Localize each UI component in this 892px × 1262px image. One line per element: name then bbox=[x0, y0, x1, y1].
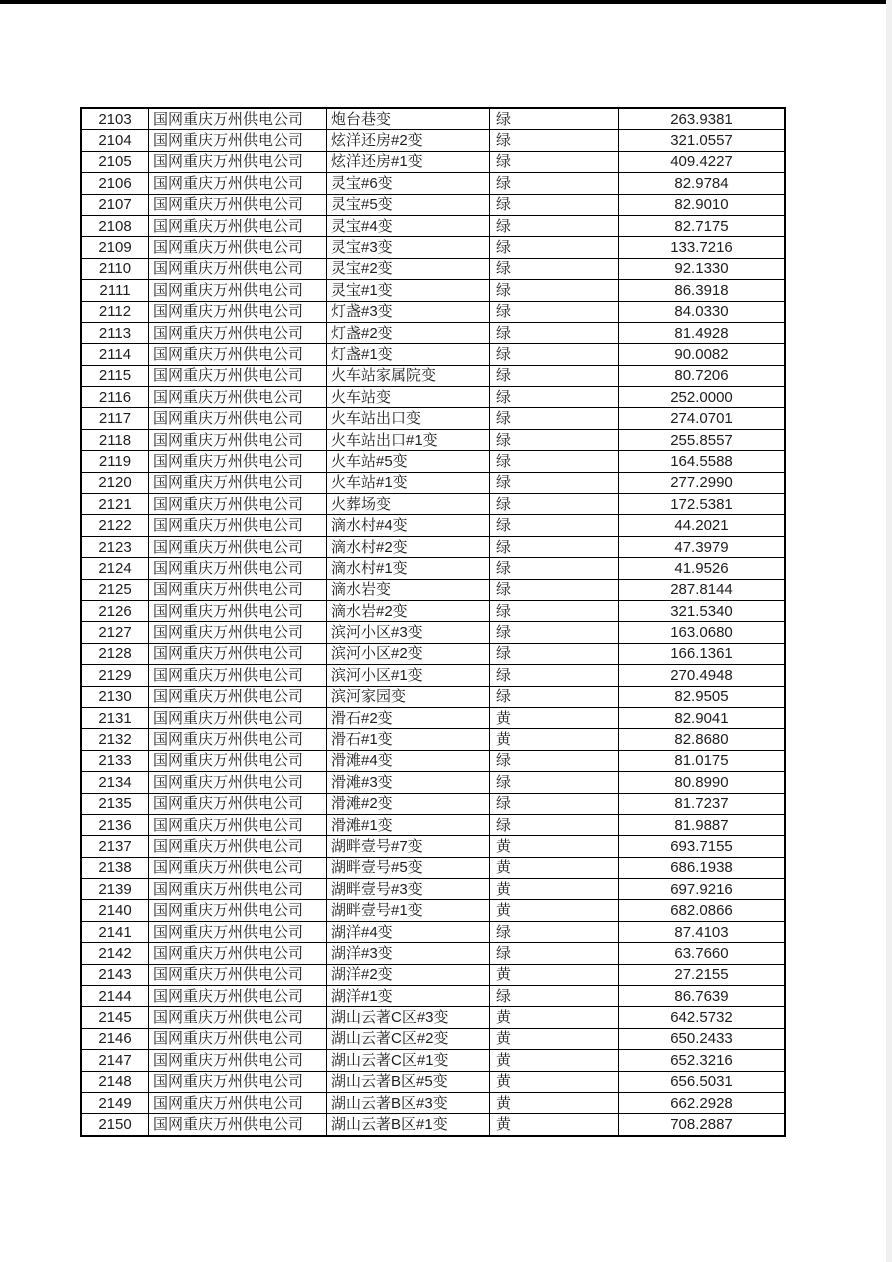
cell-row-number: 2138 bbox=[82, 858, 149, 878]
cell-substation-name: 灵宝#1变 bbox=[327, 280, 490, 300]
table-row bbox=[82, 1050, 784, 1071]
table-row bbox=[82, 344, 784, 365]
cell-row-number: 2141 bbox=[82, 922, 149, 942]
table-row bbox=[82, 216, 784, 237]
cell-substation-name: 滑石#2变 bbox=[327, 708, 490, 728]
cell-status-color: 绿 bbox=[490, 558, 619, 578]
cell-row-number: 2109 bbox=[82, 237, 149, 257]
cell-status-color: 黄 bbox=[490, 1029, 619, 1049]
cell-row-number: 2117 bbox=[82, 408, 149, 428]
cell-company-name: 国网重庆万州供电公司 bbox=[149, 986, 327, 1006]
cell-company-name: 国网重庆万州供电公司 bbox=[149, 408, 327, 428]
cell-status-color: 绿 bbox=[490, 237, 619, 257]
cell-substation-name: 滴水岩#2变 bbox=[327, 601, 490, 621]
table-row bbox=[82, 687, 784, 708]
cell-row-number: 2118 bbox=[82, 430, 149, 450]
cell-company-name: 国网重庆万州供电公司 bbox=[149, 1072, 327, 1092]
cell-value: 82.8680 bbox=[674, 731, 729, 749]
cell-row-number: 2112 bbox=[82, 302, 149, 322]
table-row bbox=[82, 879, 784, 900]
cell-row-number: 2107 bbox=[82, 195, 149, 215]
cell-company-name: 国网重庆万州供电公司 bbox=[149, 879, 327, 899]
cell-value: 87.4103 bbox=[674, 923, 729, 941]
cell-row-number: 2119 bbox=[82, 451, 149, 471]
table-row bbox=[82, 1114, 784, 1134]
cell-row-number: 2148 bbox=[82, 1072, 149, 1092]
table-row bbox=[82, 152, 784, 173]
cell-company-name: 国网重庆万州供电公司 bbox=[149, 537, 327, 557]
cell-status-color: 绿 bbox=[490, 387, 619, 407]
table-row bbox=[82, 644, 784, 665]
table-row bbox=[82, 130, 784, 151]
table-row bbox=[82, 1093, 784, 1114]
cell-substation-name: 滨河家园变 bbox=[327, 687, 490, 707]
cell-substation-name: 湖山云著C区#1变 bbox=[327, 1050, 490, 1070]
cell-company-name: 国网重庆万州供电公司 bbox=[149, 729, 327, 749]
cell-value: 255.8557 bbox=[670, 431, 733, 449]
cell-company-name: 国网重庆万州供电公司 bbox=[149, 323, 327, 343]
table-row bbox=[82, 858, 784, 879]
cell-status-color: 黄 bbox=[490, 708, 619, 728]
cell-status-color: 绿 bbox=[490, 922, 619, 942]
cell-status-color: 绿 bbox=[490, 515, 619, 535]
cell-substation-name: 湖山云著C区#3变 bbox=[327, 1007, 490, 1027]
cell-row-number: 2114 bbox=[82, 344, 149, 364]
cell-company-name: 国网重庆万州供电公司 bbox=[149, 473, 327, 493]
cell-row-number: 2121 bbox=[82, 494, 149, 514]
cell-substation-name: 灵宝#6变 bbox=[327, 173, 490, 193]
cell-row-number: 2131 bbox=[82, 708, 149, 728]
cell-status-color: 绿 bbox=[490, 173, 619, 193]
table-row bbox=[82, 665, 784, 686]
cell-row-number: 2149 bbox=[82, 1093, 149, 1113]
cell-status-color: 绿 bbox=[490, 408, 619, 428]
table-row bbox=[82, 965, 784, 986]
cell-substation-name: 灯盏#3变 bbox=[327, 302, 490, 322]
cell-status-color: 绿 bbox=[490, 451, 619, 471]
cell-status-color: 黄 bbox=[490, 729, 619, 749]
cell-value: 656.5031 bbox=[670, 1073, 733, 1091]
cell-row-number: 2150 bbox=[82, 1114, 149, 1134]
cell-value: 287.8144 bbox=[670, 581, 733, 599]
cell-status-color: 黄 bbox=[490, 1114, 619, 1134]
cell-value: 252.0000 bbox=[670, 388, 733, 406]
cell-row-number: 2105 bbox=[82, 152, 149, 172]
cell-status-color: 黄 bbox=[490, 900, 619, 920]
cell-substation-name: 滑石#1变 bbox=[327, 729, 490, 749]
substation-table bbox=[80, 107, 786, 1137]
cell-substation-name: 火车站出口#1变 bbox=[327, 430, 490, 450]
cell-value: 163.0680 bbox=[670, 624, 733, 642]
cell-status-color: 绿 bbox=[490, 259, 619, 279]
table-row bbox=[82, 601, 784, 622]
cell-substation-name: 滨河小区#1变 bbox=[327, 665, 490, 685]
cell-value: 27.2155 bbox=[674, 966, 729, 984]
cell-substation-name: 湖山云著B区#3变 bbox=[327, 1093, 490, 1113]
cell-company-name: 国网重庆万州供电公司 bbox=[149, 794, 327, 814]
cell-substation-name: 湖洋#3变 bbox=[327, 943, 490, 963]
table-row bbox=[82, 537, 784, 558]
table-row bbox=[82, 259, 784, 280]
cell-value: 82.9505 bbox=[674, 688, 729, 706]
cell-substation-name: 湖畔壹号#5变 bbox=[327, 858, 490, 878]
cell-value: 41.9526 bbox=[674, 559, 729, 577]
cell-substation-name: 灵宝#2变 bbox=[327, 259, 490, 279]
cell-status-color: 绿 bbox=[490, 344, 619, 364]
cell-value: 92.1330 bbox=[674, 260, 729, 278]
cell-status-color: 黄 bbox=[490, 965, 619, 985]
cell-status-color: 黄 bbox=[490, 858, 619, 878]
cell-company-name: 国网重庆万州供电公司 bbox=[149, 515, 327, 535]
cell-value: 86.7639 bbox=[674, 987, 729, 1005]
cell-substation-name: 湖洋#1变 bbox=[327, 986, 490, 1006]
cell-substation-name: 湖畔壹号#1变 bbox=[327, 900, 490, 920]
cell-status-color: 绿 bbox=[490, 665, 619, 685]
cell-company-name: 国网重庆万州供电公司 bbox=[149, 494, 327, 514]
cell-substation-name: 火车站出口变 bbox=[327, 408, 490, 428]
cell-value: 44.2021 bbox=[674, 517, 729, 535]
cell-row-number: 2104 bbox=[82, 130, 149, 150]
cell-status-color: 绿 bbox=[490, 794, 619, 814]
cell-status-color: 黄 bbox=[490, 879, 619, 899]
cell-value: 263.9381 bbox=[670, 110, 733, 128]
cell-value: 82.7175 bbox=[674, 217, 729, 235]
cell-substation-name: 湖山云著C区#2变 bbox=[327, 1029, 490, 1049]
cell-status-color: 绿 bbox=[490, 537, 619, 557]
cell-status-color: 绿 bbox=[490, 644, 619, 664]
cell-row-number: 2110 bbox=[82, 259, 149, 279]
cell-status-color: 绿 bbox=[490, 601, 619, 621]
table-row bbox=[82, 900, 784, 921]
table-row bbox=[82, 387, 784, 408]
cell-value: 682.0866 bbox=[670, 902, 733, 920]
cell-company-name: 国网重庆万州供电公司 bbox=[149, 1050, 327, 1070]
table-row bbox=[82, 794, 784, 815]
cell-substation-name: 湖山云著B区#5变 bbox=[327, 1072, 490, 1092]
right-edge-strip bbox=[886, 0, 892, 1262]
cell-value: 321.0557 bbox=[670, 132, 733, 150]
cell-status-color: 绿 bbox=[490, 302, 619, 322]
table-row bbox=[82, 515, 784, 536]
table-row bbox=[82, 302, 784, 323]
cell-value: 662.2928 bbox=[670, 1094, 733, 1112]
cell-company-name: 国网重庆万州供电公司 bbox=[149, 836, 327, 856]
cell-row-number: 2142 bbox=[82, 943, 149, 963]
cell-status-color: 绿 bbox=[490, 366, 619, 386]
cell-substation-name: 炫洋还房#1变 bbox=[327, 152, 490, 172]
cell-value: 642.5732 bbox=[670, 1009, 733, 1027]
cell-row-number: 2103 bbox=[82, 109, 149, 129]
cell-value: 652.3216 bbox=[670, 1051, 733, 1069]
cell-company-name: 国网重庆万州供电公司 bbox=[149, 280, 327, 300]
cell-value: 409.4227 bbox=[670, 153, 733, 171]
cell-company-name: 国网重庆万州供电公司 bbox=[149, 1029, 327, 1049]
cell-row-number: 2124 bbox=[82, 558, 149, 578]
cell-value: 693.7155 bbox=[670, 837, 733, 855]
cell-substation-name: 湖畔壹号#7变 bbox=[327, 836, 490, 856]
cell-value: 82.9010 bbox=[674, 196, 729, 214]
table-row bbox=[82, 922, 784, 943]
cell-status-color: 黄 bbox=[490, 1050, 619, 1070]
cell-row-number: 2120 bbox=[82, 473, 149, 493]
cell-company-name: 国网重庆万州供电公司 bbox=[149, 580, 327, 600]
cell-company-name: 国网重庆万州供电公司 bbox=[149, 387, 327, 407]
cell-row-number: 2140 bbox=[82, 900, 149, 920]
cell-substation-name: 炫洋还房#2变 bbox=[327, 130, 490, 150]
cell-substation-name: 火车站#5变 bbox=[327, 451, 490, 471]
table-row bbox=[82, 751, 784, 772]
cell-row-number: 2128 bbox=[82, 644, 149, 664]
cell-company-name: 国网重庆万州供电公司 bbox=[149, 1007, 327, 1027]
cell-company-name: 国网重庆万州供电公司 bbox=[149, 815, 327, 835]
cell-status-color: 绿 bbox=[490, 152, 619, 172]
cell-row-number: 2139 bbox=[82, 879, 149, 899]
cell-status-color: 绿 bbox=[490, 323, 619, 343]
cell-row-number: 2113 bbox=[82, 323, 149, 343]
cell-company-name: 国网重庆万州供电公司 bbox=[149, 216, 327, 236]
table-row bbox=[82, 366, 784, 387]
cell-company-name: 国网重庆万州供电公司 bbox=[149, 772, 327, 792]
cell-status-color: 绿 bbox=[490, 687, 619, 707]
table-row bbox=[82, 622, 784, 643]
cell-company-name: 国网重庆万州供电公司 bbox=[149, 195, 327, 215]
cell-row-number: 2106 bbox=[82, 173, 149, 193]
cell-substation-name: 滨河小区#2变 bbox=[327, 644, 490, 664]
table-row bbox=[82, 109, 784, 130]
cell-row-number: 2108 bbox=[82, 216, 149, 236]
cell-row-number: 2132 bbox=[82, 729, 149, 749]
cell-row-number: 2145 bbox=[82, 1007, 149, 1027]
cell-value: 277.2990 bbox=[670, 474, 733, 492]
cell-status-color: 绿 bbox=[490, 580, 619, 600]
cell-value: 166.1361 bbox=[670, 645, 733, 663]
cell-value: 274.0701 bbox=[670, 410, 733, 428]
cell-status-color: 绿 bbox=[490, 986, 619, 1006]
cell-value: 81.9887 bbox=[674, 816, 729, 834]
cell-row-number: 2143 bbox=[82, 965, 149, 985]
cell-value: 84.0330 bbox=[674, 303, 729, 321]
cell-company-name: 国网重庆万州供电公司 bbox=[149, 687, 327, 707]
cell-substation-name: 灵宝#4变 bbox=[327, 216, 490, 236]
table-row bbox=[82, 451, 784, 472]
cell-row-number: 2126 bbox=[82, 601, 149, 621]
table-row bbox=[82, 1072, 784, 1093]
cell-substation-name: 滴水村#2变 bbox=[327, 537, 490, 557]
cell-value: 80.7206 bbox=[674, 367, 729, 385]
cell-row-number: 2122 bbox=[82, 515, 149, 535]
cell-value: 47.3979 bbox=[674, 538, 729, 556]
cell-company-name: 国网重庆万州供电公司 bbox=[149, 922, 327, 942]
cell-company-name: 国网重庆万州供电公司 bbox=[149, 751, 327, 771]
cell-status-color: 绿 bbox=[490, 130, 619, 150]
table-row bbox=[82, 280, 784, 301]
cell-substation-name: 火车站家属院变 bbox=[327, 366, 490, 386]
cell-status-color: 绿 bbox=[490, 109, 619, 129]
cell-company-name: 国网重庆万州供电公司 bbox=[149, 451, 327, 471]
cell-status-color: 黄 bbox=[490, 836, 619, 856]
cell-row-number: 2129 bbox=[82, 665, 149, 685]
cell-company-name: 国网重庆万州供电公司 bbox=[149, 900, 327, 920]
cell-company-name: 国网重庆万州供电公司 bbox=[149, 708, 327, 728]
cell-status-color: 绿 bbox=[490, 772, 619, 792]
table-row bbox=[82, 836, 784, 857]
cell-row-number: 2116 bbox=[82, 387, 149, 407]
table-row bbox=[82, 408, 784, 429]
table-row bbox=[82, 708, 784, 729]
cell-company-name: 国网重庆万州供电公司 bbox=[149, 130, 327, 150]
cell-value: 82.9041 bbox=[674, 709, 729, 727]
table-row bbox=[82, 237, 784, 258]
cell-company-name: 国网重庆万州供电公司 bbox=[149, 344, 327, 364]
table-row bbox=[82, 195, 784, 216]
cell-status-color: 绿 bbox=[490, 494, 619, 514]
cell-value: 82.9784 bbox=[674, 174, 729, 192]
cell-row-number: 2115 bbox=[82, 366, 149, 386]
cell-status-color: 绿 bbox=[490, 943, 619, 963]
table-row bbox=[82, 323, 784, 344]
cell-substation-name: 滑滩#1变 bbox=[327, 815, 490, 835]
cell-row-number: 2146 bbox=[82, 1029, 149, 1049]
cell-substation-name: 火葬场变 bbox=[327, 494, 490, 514]
cell-value: 63.7660 bbox=[674, 944, 729, 962]
cell-status-color: 黄 bbox=[490, 1072, 619, 1092]
cell-company-name: 国网重庆万州供电公司 bbox=[149, 152, 327, 172]
cell-row-number: 2144 bbox=[82, 986, 149, 1006]
cell-substation-name: 炮台巷变 bbox=[327, 109, 490, 129]
cell-status-color: 绿 bbox=[490, 815, 619, 835]
table-row bbox=[82, 1029, 784, 1050]
cell-company-name: 国网重庆万州供电公司 bbox=[149, 943, 327, 963]
table-row bbox=[82, 430, 784, 451]
cell-substation-name: 灯盏#2变 bbox=[327, 323, 490, 343]
cell-substation-name: 火车站变 bbox=[327, 387, 490, 407]
cell-company-name: 国网重庆万州供电公司 bbox=[149, 622, 327, 642]
cell-row-number: 2147 bbox=[82, 1050, 149, 1070]
cell-value: 686.1938 bbox=[670, 859, 733, 877]
cell-value: 270.4948 bbox=[670, 666, 733, 684]
cell-company-name: 国网重庆万州供电公司 bbox=[149, 644, 327, 664]
cell-value: 172.5381 bbox=[670, 495, 733, 513]
cell-substation-name: 滑滩#3变 bbox=[327, 772, 490, 792]
cell-company-name: 国网重庆万州供电公司 bbox=[149, 430, 327, 450]
cell-status-color: 绿 bbox=[490, 622, 619, 642]
cell-row-number: 2136 bbox=[82, 815, 149, 835]
cell-status-color: 绿 bbox=[490, 216, 619, 236]
cell-value: 86.3918 bbox=[674, 281, 729, 299]
cell-value: 80.8990 bbox=[674, 773, 729, 791]
table-row bbox=[82, 729, 784, 750]
cell-substation-name: 滨河小区#3变 bbox=[327, 622, 490, 642]
cell-row-number: 2125 bbox=[82, 580, 149, 600]
cell-substation-name: 湖洋#2变 bbox=[327, 965, 490, 985]
cell-substation-name: 滑滩#4变 bbox=[327, 751, 490, 771]
cell-substation-name: 滴水岩变 bbox=[327, 580, 490, 600]
cell-status-color: 绿 bbox=[490, 195, 619, 215]
cell-value: 708.2887 bbox=[670, 1116, 733, 1134]
cell-row-number: 2127 bbox=[82, 622, 149, 642]
table-row bbox=[82, 772, 784, 793]
cell-company-name: 国网重庆万州供电公司 bbox=[149, 1093, 327, 1113]
cell-substation-name: 灵宝#5变 bbox=[327, 195, 490, 215]
cell-value: 697.9216 bbox=[670, 880, 733, 898]
table-row bbox=[82, 943, 784, 964]
cell-company-name: 国网重庆万州供电公司 bbox=[149, 1114, 327, 1134]
cell-row-number: 2130 bbox=[82, 687, 149, 707]
table-row bbox=[82, 580, 784, 601]
table-row bbox=[82, 494, 784, 515]
cell-value: 81.7237 bbox=[674, 795, 729, 813]
cell-row-number: 2134 bbox=[82, 772, 149, 792]
top-border-line bbox=[0, 0, 886, 4]
cell-substation-name: 滑滩#2变 bbox=[327, 794, 490, 814]
cell-value: 164.5588 bbox=[670, 452, 733, 470]
cell-company-name: 国网重庆万州供电公司 bbox=[149, 601, 327, 621]
cell-status-color: 绿 bbox=[490, 751, 619, 771]
cell-company-name: 国网重庆万州供电公司 bbox=[149, 665, 327, 685]
cell-substation-name: 灵宝#3变 bbox=[327, 237, 490, 257]
cell-substation-name: 湖洋#4变 bbox=[327, 922, 490, 942]
cell-substation-name: 湖畔壹号#3变 bbox=[327, 879, 490, 899]
cell-status-color: 黄 bbox=[490, 1093, 619, 1113]
cell-status-color: 黄 bbox=[490, 1007, 619, 1027]
table-row bbox=[82, 173, 784, 194]
cell-company-name: 国网重庆万州供电公司 bbox=[149, 858, 327, 878]
cell-company-name: 国网重庆万州供电公司 bbox=[149, 259, 327, 279]
table-row bbox=[82, 986, 784, 1007]
cell-value: 81.4928 bbox=[674, 324, 729, 342]
cell-status-color: 绿 bbox=[490, 430, 619, 450]
table-row bbox=[82, 558, 784, 579]
cell-substation-name: 灯盏#1变 bbox=[327, 344, 490, 364]
cell-row-number: 2135 bbox=[82, 794, 149, 814]
cell-value: 81.0175 bbox=[674, 752, 729, 770]
table-row bbox=[82, 1007, 784, 1028]
cell-company-name: 国网重庆万州供电公司 bbox=[149, 173, 327, 193]
cell-row-number: 2137 bbox=[82, 836, 149, 856]
table-row bbox=[82, 473, 784, 494]
cell-substation-name: 湖山云著B区#1变 bbox=[327, 1114, 490, 1134]
cell-substation-name: 滴水村#1变 bbox=[327, 558, 490, 578]
cell-value: 650.2433 bbox=[670, 1030, 733, 1048]
cell-status-color: 绿 bbox=[490, 280, 619, 300]
cell-value: 90.0082 bbox=[674, 345, 729, 363]
cell-substation-name: 滴水村#4变 bbox=[327, 515, 490, 535]
cell-company-name: 国网重庆万州供电公司 bbox=[149, 109, 327, 129]
cell-company-name: 国网重庆万州供电公司 bbox=[149, 965, 327, 985]
cell-company-name: 国网重庆万州供电公司 bbox=[149, 302, 327, 322]
cell-status-color: 绿 bbox=[490, 473, 619, 493]
cell-company-name: 国网重庆万州供电公司 bbox=[149, 366, 327, 386]
cell-value: 133.7216 bbox=[670, 239, 733, 257]
cell-company-name: 国网重庆万州供电公司 bbox=[149, 558, 327, 578]
cell-substation-name: 火车站#1变 bbox=[327, 473, 490, 493]
table-row bbox=[82, 815, 784, 836]
cell-row-number: 2123 bbox=[82, 537, 149, 557]
cell-row-number: 2111 bbox=[82, 280, 149, 300]
cell-value: 321.5340 bbox=[670, 602, 733, 620]
cell-row-number: 2133 bbox=[82, 751, 149, 771]
cell-company-name: 国网重庆万州供电公司 bbox=[149, 237, 327, 257]
